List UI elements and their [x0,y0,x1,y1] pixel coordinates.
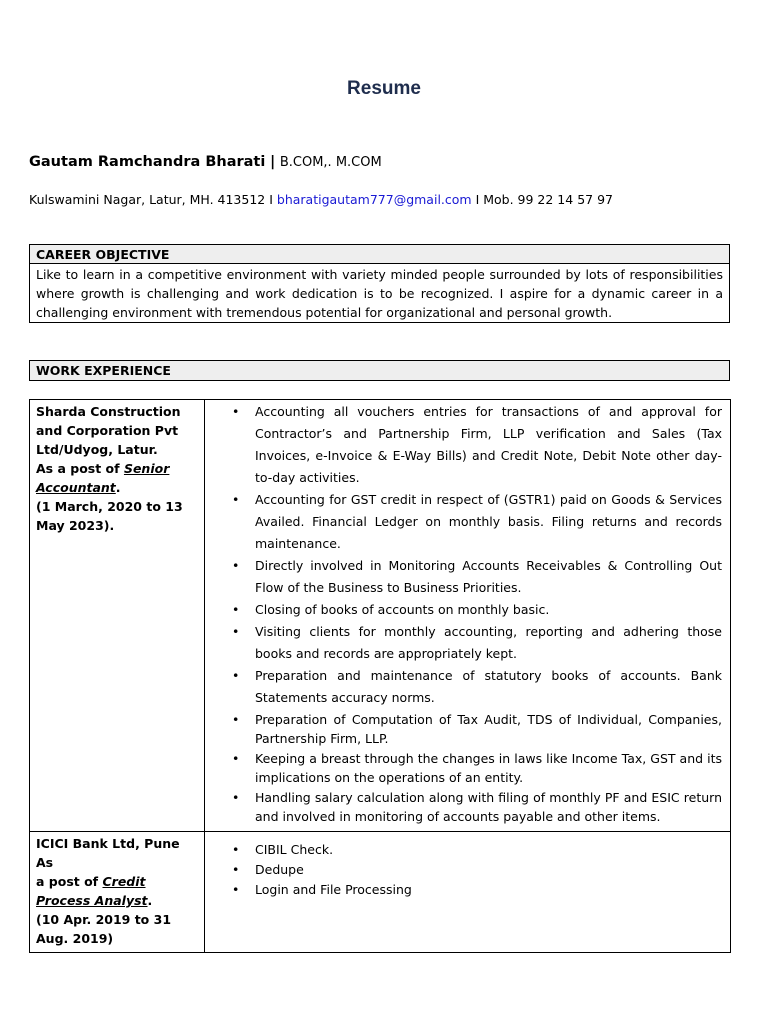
list-item: • Preparation and maintenance of statutory books of accounts. Bank Statements accuracy norms. [255,665,722,709]
bullet-icon: • [232,624,240,639]
bullet-icon: • [232,558,240,573]
company-name: Sharda Construction and Corporation Pvt Ltd/Udyog, Latur. [36,404,181,457]
job-period: (1 March, 2020 to 13 May 2023). [36,499,183,533]
job-period: (10 Apr. 2019 to 31 Aug. 2019) [36,912,172,946]
email-link[interactable]: bharatigautam777@gmail.com [276,192,472,207]
list-item: • Accounting all vouchers entries for transactions of and approval for Contractor’s and Partnership Firm, LLP verification and Sales (Tax Invoices, e-Invoice & E-Way Bills) and Credit Note, Debit Note other day-to-day activities. [255,401,722,489]
bullet-icon: • [232,862,240,877]
bullet-icon: • [232,882,240,897]
career-objective-heading: CAREER OBJECTIVE [30,245,729,264]
page-title: Resume [347,78,421,99]
job-duties [205,832,731,953]
job-post: a post of Credit Process Analyst. [36,874,153,908]
career-objective-section [29,244,730,323]
name-separator: | [269,154,276,170]
work-experience-table [29,399,731,953]
list-item: • Dedupe [255,860,722,880]
job-post: As a post of Senior Accountant. [36,461,170,495]
bullet-icon: • [232,668,240,683]
bullet-icon: • [232,842,240,857]
bullet-icon: • [232,712,240,727]
job-row [30,832,731,953]
list-item: • Handling salary calculation along with filing of monthly PF and ESIC return and involved in monitoring of accounts payable and other items. [232,790,722,824]
work-experience-section [29,360,730,381]
candidate-name: Gautam Ramchandra Bharati [29,154,266,170]
address: Kulswamini Nagar, Latur, MH. 413512 I [29,192,273,207]
post-title: Credit Process Analyst [36,874,148,908]
candidate-header [29,154,382,170]
list-item: • Keeping a breast through the changes in laws like Income Tax, GST and its implications on the operations of an entity. [232,751,722,785]
candidate-degrees: B.COM,. M.COM [279,155,382,170]
bullet-icon: • [232,751,240,766]
bullet-icon: • [232,492,240,507]
mobile-number: I Mob. 99 22 14 57 97 [475,192,613,207]
contact-line [29,192,613,207]
list-item: • Closing of books of accounts on monthly basic. [255,599,722,621]
job-row [30,400,731,832]
job-duties [205,400,731,832]
company-name: ICICI Bank Ltd, Pune As [36,836,180,870]
list-item: • Directly involved in Monitoring Accounts Receivables & Controlling Out Flow of the Business to Business Priorities. [255,555,722,599]
list-item: • Visiting clients for monthly accounting, reporting and adhering those books and records are appropriately kept. [255,621,722,665]
list-item: • CIBIL Check. [255,840,722,860]
list-item: • Preparation of Computation of Tax Audit, TDS of Individual, Companies, Partnership Firm, LLP. [232,712,722,746]
job-details [30,400,205,832]
work-experience-heading: WORK EXPERIENCE [30,361,729,380]
bullet-icon: • [232,404,240,419]
job-details [30,832,205,953]
bullet-icon: • [232,790,240,805]
list-item: • Login and File Processing [255,880,722,900]
career-objective-text: Like to learn in a competitive environment with variety minded people surrounded by lots of responsibilities where growth is challenging and work dedication is to be recognized. I aspire for a dynamic career in a challenging environment with tremendous potential for organizational and personal growth. [36,267,723,320]
bullet-icon: • [232,602,240,617]
post-title: Senior Accountant [36,461,170,495]
list-item: • Accounting for GST credit in respect of (GSTR1) paid on Goods & Services Availed. Financial Ledger on monthly basis. Filing returns and records maintenance. [255,489,722,555]
